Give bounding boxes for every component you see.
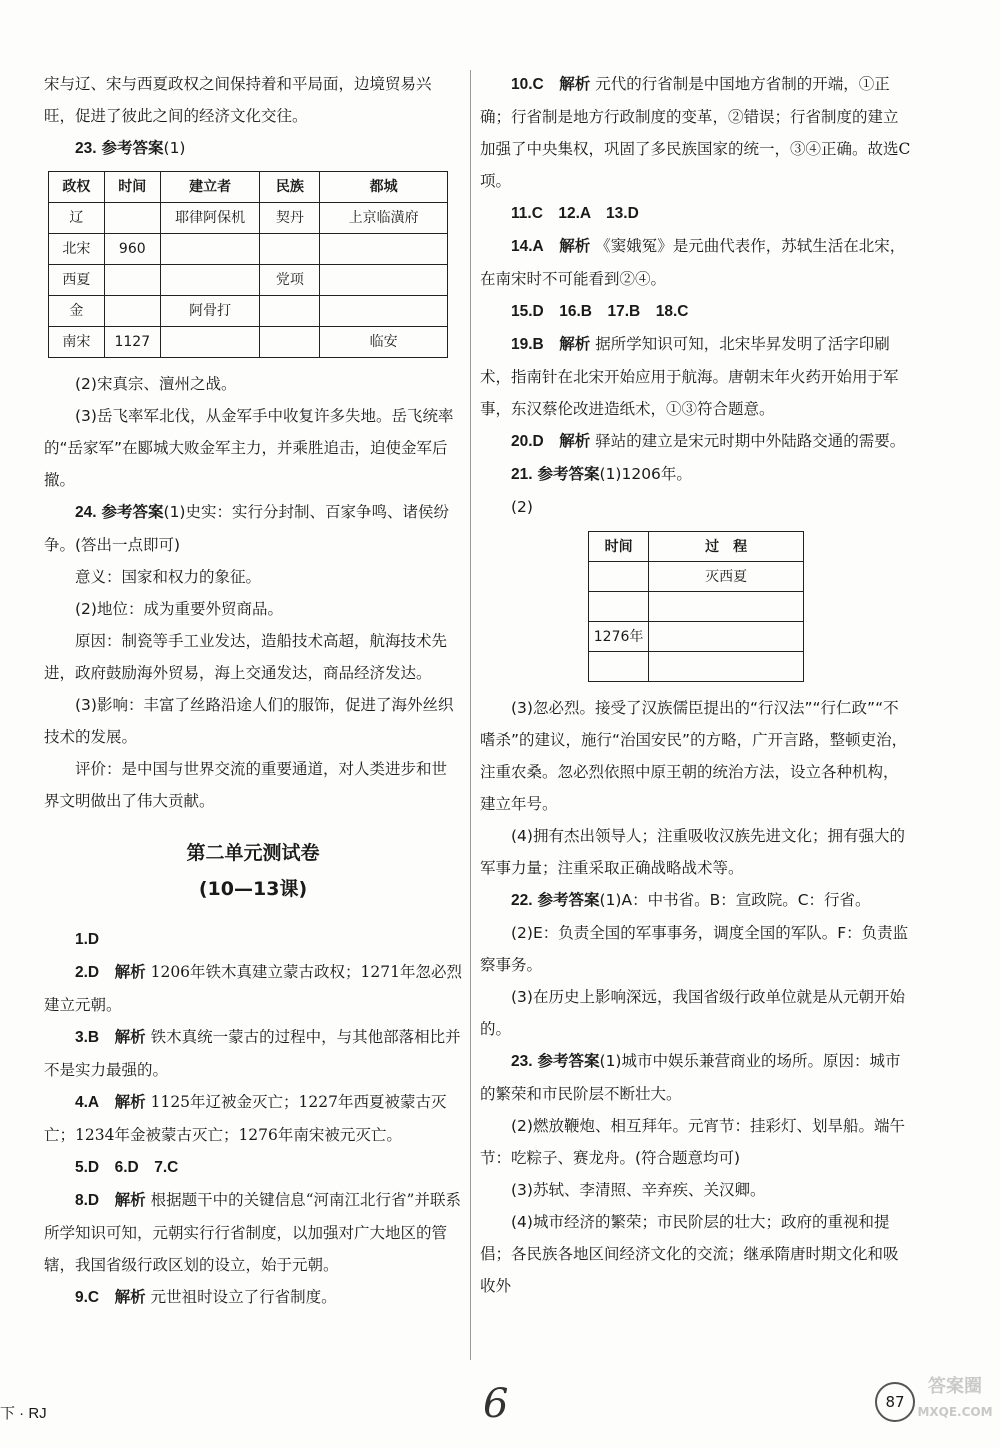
table-cell: 1276年 (589, 622, 649, 652)
table-row (49, 327, 448, 358)
analysis-keyword: 解析 (114, 1288, 146, 1306)
question-number: 23. (75, 140, 97, 157)
edition-label: 下 · RJ (0, 1405, 47, 1422)
watermark-text: 答案圈 (928, 1376, 982, 1397)
table-header: 建立者 (160, 172, 260, 203)
question-number: 1.D (75, 931, 100, 948)
question-number: 24. (75, 504, 97, 521)
left-column (44, 68, 462, 1314)
table-cell (649, 652, 804, 682)
answer-item (44, 923, 462, 956)
table-cell (260, 234, 320, 265)
question-numbers: 5.D 6.D 7.C (75, 1159, 179, 1176)
analysis-text: 据所学知识可知，北宋毕昇发明了活字印刷术，指南针在北宋开始应用于航海。唐朝末年火药开始用于军事，东汉蔡伦改进造纸术，①③符合题意。 (480, 335, 899, 418)
watermark-logo (912, 1370, 998, 1440)
watermark-url: MXQE.COM (917, 1405, 993, 1419)
answer-text: (3)在历史上影响深远，我国省级行政单位就是从元朝开始的。 (480, 988, 905, 1038)
analysis-keyword: 解析 (114, 1093, 146, 1111)
question-22-answer (480, 884, 912, 917)
table-cell (104, 265, 160, 296)
analysis-text: 元世祖时设立了行省制度。 (150, 1288, 337, 1306)
question-number: 20.D (511, 433, 544, 450)
table-cell: 灭西夏 (649, 562, 804, 592)
table-row (589, 622, 804, 652)
table-cell (160, 265, 260, 296)
table-cell (589, 562, 649, 592)
analysis-text: 根据题干中的关键信息“河南江北行省”并联系所学知识可知，元朝实行行省制度，以加强对广大地区的管辖，我国省级行政区划的设立，始于元朝。 (44, 1191, 461, 1274)
analysis-keyword: 解析 (114, 1191, 146, 1209)
answer-item (44, 1151, 462, 1184)
answer-keyword: 参考答案 (101, 503, 164, 521)
table-cell (649, 622, 804, 652)
table-row (49, 296, 448, 327)
section-title: 第二单元测试卷 (186, 842, 320, 864)
page-number: 87 (875, 1382, 915, 1422)
table-cell: 耶律阿保机 (160, 203, 260, 234)
answer-text: (4)城市经济的繁荣；市民阶层的壮大；政府的重视和提倡；各民族各地区间经济文化的交流；继承隋唐时期文化和吸收外 (480, 1213, 899, 1295)
question-numbers: 15.D 16.B 17.B 18.C (511, 303, 689, 320)
table-cell (104, 296, 160, 327)
table-cell (589, 592, 649, 622)
question-number: 9.C (75, 1289, 100, 1306)
answer-item (44, 1281, 462, 1314)
answer-item (480, 295, 912, 328)
table-cell: 1127 (104, 327, 160, 358)
analysis-keyword: 解析 (114, 963, 146, 981)
paragraph: 宋与辽、宋与西夏政权之间保持着和平局面，边境贸易兴旺，促进了彼此之间的经济文化交往。 (44, 75, 432, 125)
question-number: 19.B (511, 336, 544, 353)
table-header: 时间 (589, 532, 649, 562)
table-cell (320, 296, 448, 327)
table-cell (104, 203, 160, 234)
question-23-answer (44, 132, 462, 165)
question-21-answer (480, 458, 912, 491)
table-cell (649, 592, 804, 622)
answer-text: (2) (511, 498, 533, 516)
question-number: 3.B (75, 1029, 100, 1046)
right-column (480, 68, 912, 1302)
answer-item (480, 197, 912, 230)
answer-item (44, 1086, 462, 1151)
section-subtitle: (10—13课) (198, 878, 308, 900)
table-cell: 阿骨打 (160, 296, 260, 327)
table-cell: 北宋 (49, 234, 105, 265)
table-cell (320, 234, 448, 265)
answer-keyword: 参考答案 (537, 891, 600, 909)
answer-text: (3)岳飞率军北伐，从金军手中收复许多失地。岳飞统率的“岳家军”在郾城大败金军主力，并乘胜追击，迫使金军后撤。 (44, 407, 454, 489)
answer-text: (3)苏轼、李清照、辛弃疾、关汉卿。 (511, 1181, 766, 1199)
table-row (589, 562, 804, 592)
question-23-answer (480, 1045, 912, 1110)
table-row (49, 203, 448, 234)
table-header: 过 程 (649, 532, 804, 562)
table-cell (260, 296, 320, 327)
question-number: 10.C (511, 76, 544, 93)
answer-item (44, 1184, 462, 1281)
answer-text: (2)宋真宗、澶州之战。 (75, 375, 237, 393)
column-divider (470, 70, 471, 1360)
answer-item (44, 1021, 462, 1086)
answer-text: 评价：是中国与世界交流的重要通道，对人类进步和世界文明做出了伟大贡献。 (44, 760, 448, 810)
answer-text: (3)忽必烈。接受了汉族儒臣提出的“行汉法”“行仁政”“不嗜杀”的建议，施行“治国安民”的方略，广开言路，整顿吏治，注重农桑。忽必烈依照中原王朝的统治方法，设立各种机构，建立年号。 (480, 699, 908, 813)
answer-text: (1) (163, 139, 186, 157)
answer-keyword: 参考答案 (537, 1052, 600, 1070)
answer-keyword: 参考答案 (101, 139, 164, 157)
analysis-keyword: 解析 (559, 335, 591, 353)
question-number: 22. (511, 892, 533, 909)
table-header: 时间 (104, 172, 160, 203)
question-number: 2.D (75, 964, 100, 981)
answer-text: 意义：国家和权力的象征。 (75, 568, 262, 586)
regime-table (48, 171, 448, 358)
table-cell (160, 234, 260, 265)
answer-text: (3)影响：丰富了丝路沿途人们的服饰，促进了海外丝织技术的发展。 (44, 696, 454, 746)
answer-text: (1)城市中娱乐兼营商业的场所。原因：城市的繁荣和市民阶层不断壮大。 (480, 1052, 901, 1103)
table-cell (589, 652, 649, 682)
table-cell: 党项 (260, 265, 320, 296)
table-cell: 960 (104, 234, 160, 265)
answer-text: (2)地位：成为重要外贸商品。 (75, 600, 283, 618)
table-row (589, 652, 804, 682)
analysis-text: 元代的行省制是中国地方省制的开端，①正确；行省制是地方行政制度的变革，②错误；行省制度的建立加强了中央集权，巩固了多民族国家的统一，③④正确。故选C项。 (480, 75, 911, 190)
table-cell (260, 327, 320, 358)
answer-item (480, 68, 912, 197)
answer-text: 原因：制瓷等手工业发达，造船技术高超，航海技术先进，政府鼓励海外贸易，海上交通发达，商品经济发达。 (44, 632, 448, 682)
answer-text: (1)1206年。 (599, 465, 692, 483)
table-cell: 辽 (49, 203, 105, 234)
question-number: 14.A (511, 238, 544, 255)
table-cell: 契丹 (260, 203, 320, 234)
question-number: 21. (511, 466, 533, 483)
table-row (49, 234, 448, 265)
table-header-row (589, 532, 804, 562)
answer-item (480, 328, 912, 425)
table-header: 政权 (49, 172, 105, 203)
answer-text: (1)A：中书省。B：宣政院。C：行省。 (599, 891, 871, 909)
table-cell (160, 327, 260, 358)
table-cell: 上京临潢府 (320, 203, 448, 234)
handwritten-mark: 6 (483, 1381, 509, 1427)
answer-item (44, 956, 462, 1021)
table-cell: 南宋 (49, 327, 105, 358)
answer-text: (2)E：负责全国的军事事务，调度全国的军队。F：负责监察事务。 (480, 924, 909, 974)
question-24-answer (44, 496, 462, 561)
answer-item (480, 425, 912, 458)
answer-item (480, 230, 912, 295)
table-header: 都城 (320, 172, 448, 203)
analysis-text: 1125年辽被金灭亡；1227年西夏被蒙古灭亡；1234年金被蒙古灭亡；1276年南宋被元灭亡。 (44, 1093, 447, 1144)
question-number: 8.D (75, 1192, 100, 1209)
answer-text: (1)史实：实行分封制、百家争鸣、诸侯纷争。(答出一点即可) (44, 503, 449, 554)
analysis-keyword: 解析 (559, 75, 591, 93)
analysis-keyword: 解析 (114, 1028, 146, 1046)
table-header-row (49, 172, 448, 203)
table-header: 民族 (260, 172, 320, 203)
analysis-text: 铁木真统一蒙古的过程中，与其他部落相比并不是实力最强的。 (44, 1028, 461, 1079)
analysis-text: 驿站的建立是宋元时期中外陆路交通的需要。 (595, 432, 906, 450)
question-number: 4.A (75, 1094, 100, 1111)
table-row (49, 265, 448, 296)
analysis-text: 1206年铁木真建立蒙古政权；1271年忽必烈建立元朝。 (44, 963, 462, 1014)
table-row (589, 592, 804, 622)
table-cell: 金 (49, 296, 105, 327)
analysis-keyword: 解析 (559, 237, 591, 255)
process-table (588, 531, 804, 682)
answer-text: (4)拥有杰出领导人；注重吸收汉族先进文化；拥有强大的军事力量；注重采取正确战略战术等。 (480, 827, 905, 877)
answer-keyword: 参考答案 (537, 465, 600, 483)
question-number: 23. (511, 1053, 533, 1070)
analysis-text: 《窦娥冤》是元曲代表作，苏轼生活在北宋，在南宋时不可能看到②④。 (480, 237, 906, 288)
analysis-keyword: 解析 (559, 432, 591, 450)
table-cell: 西夏 (49, 265, 105, 296)
question-numbers: 11.C 12.A 13.D (511, 205, 639, 222)
table-cell: 临安 (320, 327, 448, 358)
table-cell (320, 265, 448, 296)
answer-text: (2)燃放鞭炮、相互拜年。元宵节：挂彩灯、划旱船。端午节：吃粽子、赛龙舟。(符合题意均可) (480, 1117, 905, 1167)
